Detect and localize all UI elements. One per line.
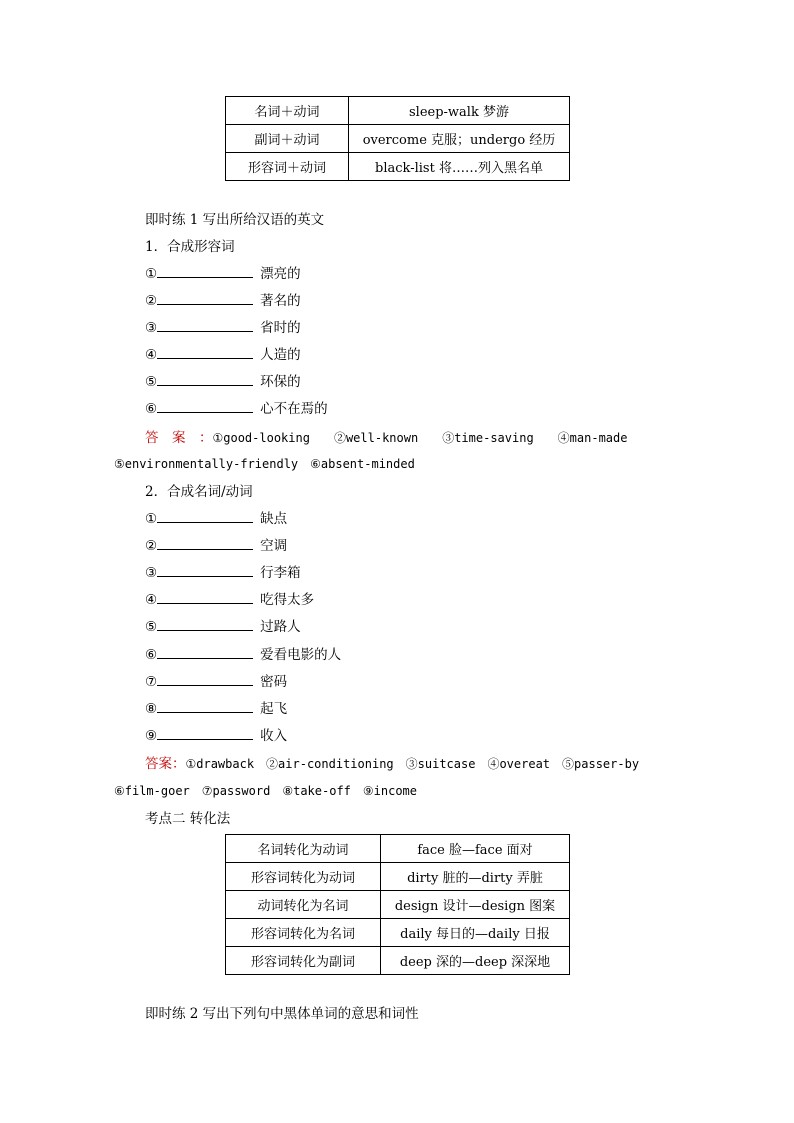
answer-blank[interactable] [157, 291, 253, 305]
table-cell: 名词＋动词 [226, 97, 349, 125]
table-cell: 形容词转化为动词 [226, 863, 381, 891]
answer-label: 答 案 ： [145, 430, 213, 446]
section2-title: 2．合成名词/动词 [145, 484, 253, 500]
list-item: ⑨ 收入 [145, 728, 288, 744]
practice1-heading: 即时练 1 写出所给汉语的英文 [145, 212, 325, 228]
answer-blank[interactable] [157, 264, 253, 278]
conversion-table [225, 834, 570, 975]
answer-line: ⑥film-goer ⑦password ⑧take-off ⑨income [114, 784, 417, 798]
table-cell: dirty 脏的—dirty 弄脏 [381, 863, 570, 891]
answer-line: 答案：①drawback ②air-conditioning ③suitcase ④overeat ⑤passer-by [145, 756, 640, 772]
list-item: ③ 行李箱 [145, 565, 301, 581]
table-cell: 形容词＋动词 [226, 153, 349, 181]
answer-label: 答案： [145, 756, 186, 772]
answer-blank[interactable] [157, 699, 253, 713]
answer-blank[interactable] [157, 318, 253, 332]
answer-blank[interactable] [157, 372, 253, 386]
compound-table [225, 96, 570, 181]
list-item: ⑥ 心不在焉的 [145, 401, 328, 417]
list-item: ① 缺点 [145, 511, 288, 527]
list-item: ① 漂亮的 [145, 266, 301, 282]
answer-blank[interactable] [157, 399, 253, 413]
table-row [226, 835, 570, 863]
table-row [226, 125, 570, 153]
table-cell: deep 深的—deep 深深地 [381, 947, 570, 975]
table-cell: overcome 克服；undergo 经历 [349, 125, 570, 153]
table-cell: 名词转化为动词 [226, 835, 381, 863]
table-cell: black-list 将……列入黑名单 [349, 153, 570, 181]
list-item: ③ 省时的 [145, 320, 301, 336]
section1-title: 1．合成形容词 [145, 239, 235, 255]
list-item: ⑧ 起飞 [145, 701, 288, 717]
list-item: ② 空调 [145, 538, 288, 554]
table-cell: design 设计—design 图案 [381, 891, 570, 919]
table-row [226, 919, 570, 947]
table-row [226, 891, 570, 919]
answer-line: 答 案 ：①good-looking ②well-known ③time-saving ④man-made [145, 430, 628, 446]
table-row [226, 153, 570, 181]
practice2-heading: 即时练 2 写出下列句中黑体单词的意思和词性 [145, 1006, 419, 1022]
answer-blank[interactable] [157, 590, 253, 604]
answer-blank[interactable] [157, 672, 253, 686]
table-cell: 动词转化为名词 [226, 891, 381, 919]
table-cell: sleep-walk 梦游 [349, 97, 570, 125]
list-item: ⑥ 爱看电影的人 [145, 647, 342, 663]
list-item: ④ 吃得太多 [145, 592, 315, 608]
answer-blank[interactable] [157, 536, 253, 550]
table-row [226, 947, 570, 975]
table-cell: 形容词转化为名词 [226, 919, 381, 947]
list-item: ⑦ 密码 [145, 674, 288, 690]
section-heading: 考点二 转化法 [145, 811, 231, 827]
table-cell: face 脸—face 面对 [381, 835, 570, 863]
answer-blank[interactable] [157, 617, 253, 631]
table-cell: 副词＋动词 [226, 125, 349, 153]
table-cell: daily 每日的—daily 日报 [381, 919, 570, 947]
answer-blank[interactable] [157, 645, 253, 659]
table-row [226, 863, 570, 891]
table-row [226, 97, 570, 125]
answer-blank[interactable] [157, 345, 253, 359]
list-item: ⑤ 过路人 [145, 619, 301, 635]
table-cell: 形容词转化为副词 [226, 947, 381, 975]
list-item: ④ 人造的 [145, 347, 301, 363]
answer-blank[interactable] [157, 726, 253, 740]
answer-line: ⑤environmentally-friendly ⑥absent-minded [114, 457, 415, 471]
list-item: ⑤ 环保的 [145, 374, 301, 390]
answer-blank[interactable] [157, 509, 253, 523]
answer-blank[interactable] [157, 563, 253, 577]
list-item: ② 著名的 [145, 293, 301, 309]
